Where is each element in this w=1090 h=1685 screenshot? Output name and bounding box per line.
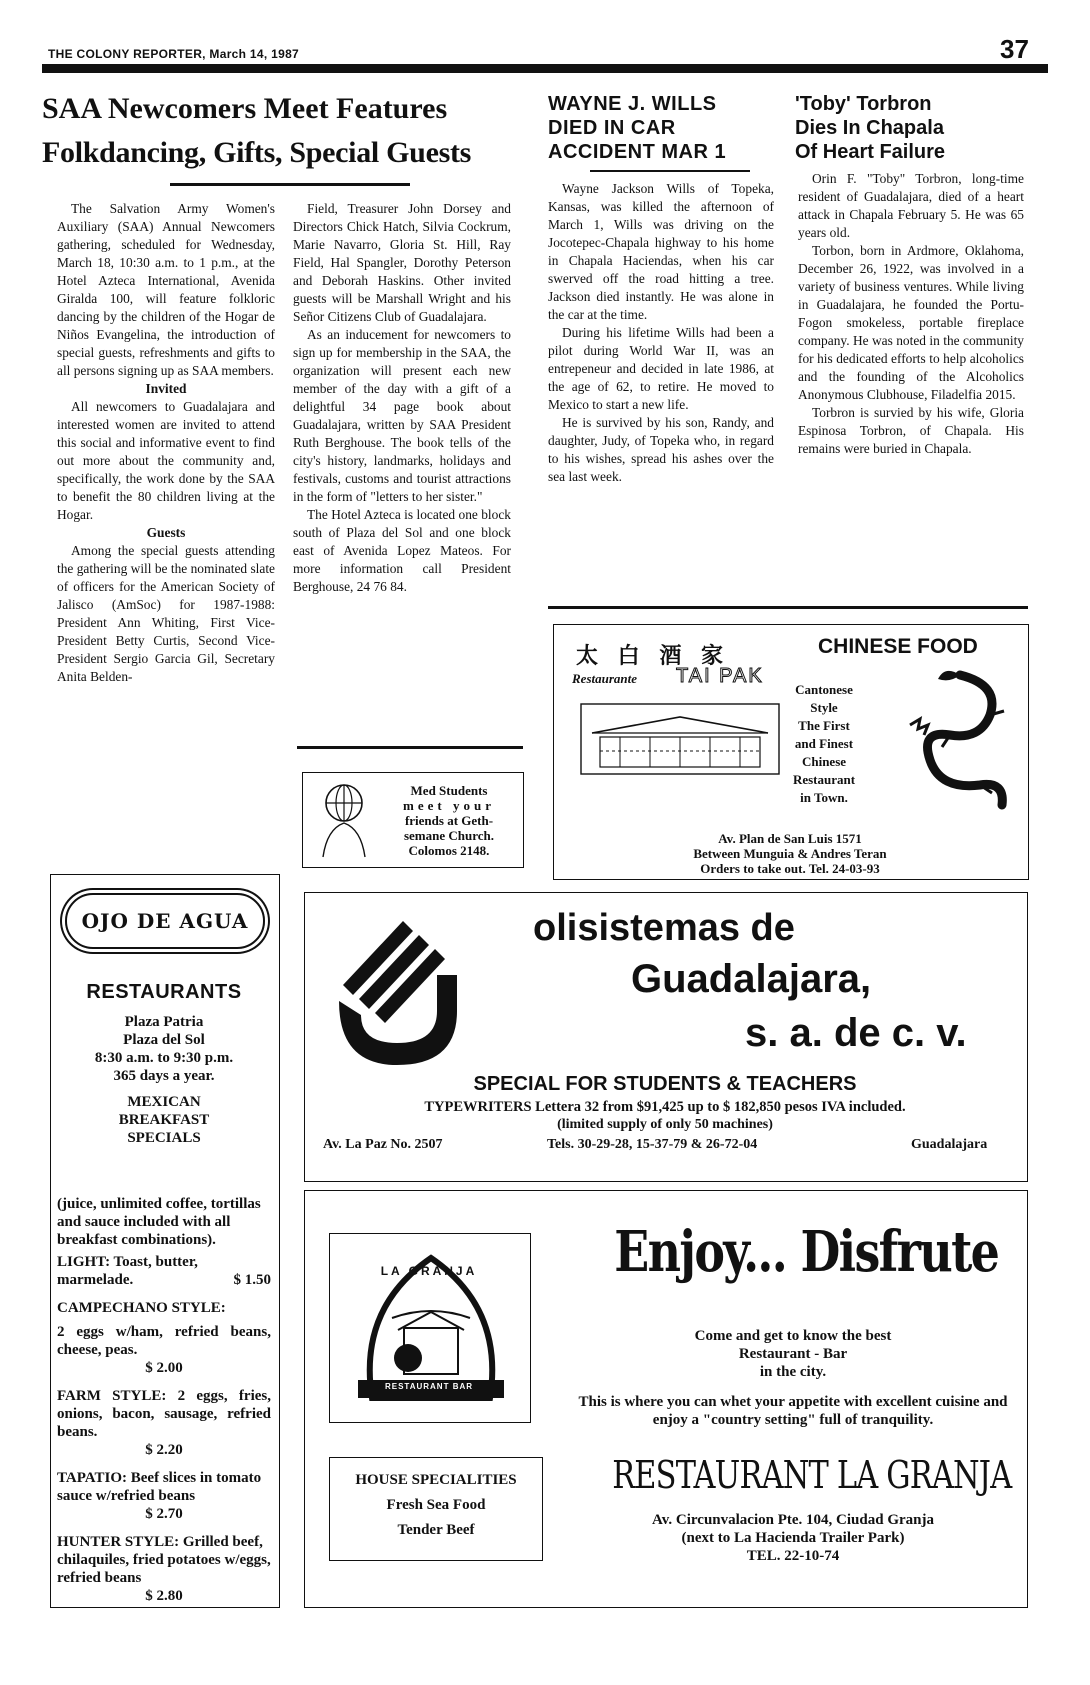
- masthead-rule: [42, 64, 1048, 73]
- la-granja-ad: [304, 1190, 1028, 1608]
- torbron-head-3: Of Heart Failure: [795, 141, 946, 163]
- tag-3: The First: [798, 718, 850, 733]
- saa-headline-2: Folkdancing, Gifts, Special Guests: [42, 136, 472, 169]
- olisistemas-line-2: Guadalajara,: [631, 957, 872, 1001]
- dragon-illustration: [890, 665, 1020, 815]
- chinese-characters: 太 白 酒 家: [576, 644, 729, 669]
- ojo-tapatio-price: $ 2.70: [145, 1506, 183, 1522]
- olisistemas-limited: (limited supply of only 50 machines): [557, 1117, 773, 1132]
- granja-intro: [575, 1327, 1011, 1381]
- ojo-hours: 8:30 a.m. to 9:30 p.m.: [94, 1050, 234, 1066]
- granja-tel: TEL. 22-10-74: [746, 1548, 840, 1564]
- wills-head-1: WAYNE J. WILLS: [548, 93, 717, 115]
- saa-column-2: [293, 200, 511, 740]
- wills-para-3: He is survived by his son, Randy, and daughter, Judy, of Topeka who, in regard to his wishes, spread his ashes over the sea last week.: [548, 415, 774, 484]
- ojo-tapatio: TAPATIO: Beef slices in tomato sauce w/refried beans: [57, 1470, 262, 1504]
- page-number: 37: [1000, 34, 1029, 64]
- ojo-logo: [65, 893, 265, 949]
- tag-6: Restaurant: [792, 772, 856, 787]
- ojo-info: [51, 1013, 277, 1147]
- med-students-text: [381, 783, 517, 858]
- saa-col2-para-2: As an inducement for newcomers to sign up for membership in the SAA, the organization will present each new member of the day with a gift of a delightful 34 page book about Guadalajara, written by SAA President Ruth Berghouse. The book tells of the city's history, landmarks, holidays and festivals, customs and tourist attractions in the form of "letters to her sister.": [293, 327, 511, 504]
- ojo-campechano-title: CAMPECHANO STYLE:: [57, 1300, 226, 1316]
- house-dish-1: Fresh Sea Food: [386, 1497, 486, 1513]
- wills-para-1: Wayne Jackson Wills of Topeka, Kansas, was killed the afternoon of March 1, Wills was driving on the Jocotepec-Chapala highway to his home in Chapala Haciendas, when his car swerved off the road hitting a tree. Jackson died instantly. He was alone in the car at the time.: [548, 181, 774, 322]
- house-dish-2: Tender Beef: [397, 1522, 475, 1538]
- tag-7: in Town.: [800, 790, 848, 805]
- wills-body: [548, 180, 774, 600]
- med-line-2: meet your: [403, 798, 495, 813]
- ojo-de-agua-ad: [50, 874, 280, 1608]
- house-specialities-title: HOUSE SPECIALITIES: [355, 1472, 517, 1488]
- olisistemas-typewriters: TYPEWRITERS Lettera 32 from $91,425 up to $ 182,850 pesos IVA included.: [424, 1099, 906, 1115]
- tai-pak-logo: TAI PAK: [676, 665, 764, 687]
- granja-intro-1: Come and get to know the best: [694, 1328, 892, 1344]
- granja-addr-2: (next to La Hacienda Trailer Park): [681, 1530, 905, 1546]
- chinese-food-title: CHINESE FOOD: [818, 635, 978, 658]
- ojo-specials-1: MEXICAN: [127, 1094, 201, 1110]
- olisistemas-ad: [304, 892, 1028, 1182]
- olisistemas-tels: Tels. 30-29-28, 15-37-79 & 26-72-04: [547, 1137, 758, 1152]
- saa-subhead-guests: Guests: [146, 525, 186, 540]
- olisistemas-city: Guadalajara: [911, 1137, 988, 1152]
- la-granja-logo-frame: [329, 1233, 531, 1423]
- olisistemas-line-1: olisistemas de: [533, 907, 795, 949]
- tag-4: and Finest: [794, 736, 854, 751]
- torbron-headline: [795, 92, 945, 164]
- torbron-head-2: Dies In Chapala: [795, 117, 944, 139]
- ojo-days: 365 days a year.: [113, 1068, 215, 1084]
- saa-col1-para-1: The Salvation Army Women's Auxiliary (SAA) Annual Newcomers gathering, scheduled for Wednesday, March 18, 10:30 a.m. to 1 p.m., at the Hotel Azteca International, Avenida Giralda 100, will feature folkloric dancing by the children of the Hogar de Niños Evangelina, the introduction of special guests, refreshments and gifts to all persons signing up as SAA members.: [57, 201, 275, 378]
- torbron-para-1: Orin F. "Toby" Torbron, long-time resident of Guadalajara, died of a heart attack in Chapala February 5. He was 65 years old.: [798, 171, 1024, 240]
- wills-headline: [548, 92, 726, 164]
- saa-col2-para-1: Field, Treasurer John Dorsey and Directors Chick Hatch, Silvia Cockrum, Marie Navarro, Gloria St. Hill, Ray Field, Hal Spangler, Dorothy Peterson and Deborah Haskins. Other invited guests will be Marshall Wright and his Señor Citizens Club of Guadalajara.: [293, 201, 511, 324]
- granja-intro-3: in the city.: [759, 1364, 827, 1380]
- tag-1: Cantonese: [795, 682, 853, 697]
- chinese-tagline: [764, 681, 884, 807]
- granja-addr-1: Av. Circunvalacion Pte. 104, Ciudad Granja: [652, 1512, 934, 1528]
- chinese-address: [554, 831, 1026, 876]
- wills-head-3: ACCIDENT MAR 1: [548, 141, 727, 163]
- med-line-5: Colomos 2148.: [408, 843, 490, 858]
- saa-col1-para-2: All newcomers to Guadalajara and interested women are invited to attend this social and informative event to find out more about the community and, specifically, the work done by the SAA to benefit the 80 children living at the Hogar.: [57, 399, 275, 522]
- ojo-restaurants: RESTAURANTS: [86, 981, 242, 1003]
- ojo-farm-price: $ 2.20: [145, 1442, 183, 1458]
- ojo-logo-text: OJO DE AGUA: [81, 909, 249, 933]
- granja-pitch: This is where you can whet your appetite with excellent cuisine and enjoy a "country setting" full of tranquility.: [578, 1394, 1008, 1428]
- saa-col2-para-3: The Hotel Azteca is located one block south of Plaza del Sol and one block east of Avenida Lopez Mateos. For more information call President Berghouse, 24 76 84.: [293, 507, 511, 594]
- med-line-1: Med Students: [410, 783, 488, 798]
- olisistemas-logo: [333, 915, 461, 1067]
- granja-intro-2: Restaurant - Bar: [738, 1346, 848, 1362]
- ojo-hunter: HUNTER STYLE: Grilled beef, chilaquiles, fried potatoes w/eggs, refried beans: [57, 1534, 271, 1586]
- saa-column-2-rule: [297, 746, 523, 749]
- ojo-campechano-price: $ 2.00: [145, 1360, 183, 1376]
- ojo-light-text: LIGHT: Toast, butter, marmelade.: [57, 1254, 198, 1288]
- granja-address: [575, 1511, 1011, 1565]
- masthead-title: THE COLONY REPORTER, March 14, 1987: [48, 47, 300, 61]
- restaurant-building-drawing: [580, 703, 780, 775]
- ojo-hunter-price: $ 2.80: [145, 1588, 183, 1604]
- chinese-addr-1: Av. Plan de San Luis 1571: [718, 831, 862, 846]
- ojo-light: [57, 1253, 271, 1289]
- saa-col1-para-3: Among the special guests attending the gathering will be the nominated slate of officers for the American Society of Jalisco (AmSoc) for 1987-1988: President Ann Whiting, First Vice-President Betty Curtis, Second Vice-President Sergio Garcia Gil, Secretary Anita Belden-: [57, 543, 275, 684]
- ojo-included: (juice, unlimited coffee, tortillas and sauce included with all breakfast combinations).: [57, 1196, 261, 1248]
- ojo-farm: FARM STYLE: 2 eggs, fries, onions, bacon, sausage, refried beans.: [57, 1388, 271, 1440]
- saa-headline-1: SAA Newcomers Meet Features: [42, 92, 448, 125]
- chinese-addr-3: Orders to take out. Tel. 24-03-93: [700, 861, 880, 876]
- la-granja-logo-top: LA GRANJA: [380, 1264, 478, 1278]
- globe-cross-icon: [317, 781, 371, 861]
- olisistemas-address: Av. La Paz No. 2507: [323, 1137, 443, 1152]
- med-line-3: friends at Geth-: [404, 813, 494, 828]
- saa-column-1: [57, 200, 275, 850]
- tag-2: Style: [810, 700, 838, 715]
- wills-para-2: During his lifetime Wills had been a pilot during World War II, was an entrepeneur and decided in late 1986, at the age of 62, to retire. He moved to Mexico to start a new life.: [548, 325, 774, 412]
- chinese-addr-2: Between Munguia & Andres Teran: [693, 846, 887, 861]
- wills-headline-rule: [590, 170, 750, 172]
- torbron-para-2: Torbon, born in Ardmore, Oklahoma, December 26, 1922, was involved in a variety of business ventures. While living in Guadalajara, he founded the Portu-Fogon smokeless, portable fireplace company. He was noted in the community for his dedicated efforts to help alcoholics and the founding of the Alcoholics Anonymous Clubhouse, Filadelfia 2015.: [798, 243, 1024, 402]
- ojo-loc-2: Plaza del Sol: [123, 1032, 205, 1048]
- saa-subhead-invited: Invited: [145, 381, 187, 396]
- ojo-specials-2: BREAKFAST: [118, 1112, 210, 1128]
- olisistemas-special: SPECIAL FOR STUDENTS & TEACHERS: [473, 1073, 857, 1095]
- wills-head-2: DIED IN CAR: [548, 117, 676, 139]
- torbron-body: [798, 170, 1024, 600]
- chinese-script: Restaurante: [572, 671, 638, 686]
- ojo-menu: [57, 1195, 271, 1605]
- ojo-loc-1: Plaza Patria: [124, 1014, 204, 1030]
- med-line-4: semane Church.: [403, 828, 495, 843]
- enjoy-headline: Enjoy... Disfrute: [614, 1219, 999, 1285]
- olisistemas-line-3: s. a. de c. v.: [745, 1011, 967, 1055]
- torbron-para-3: Torbron is survied by his wife, Gloria Espinosa Torbron, of Chapala. His remains were buried in Chapala.: [798, 405, 1024, 456]
- la-granja-logo-banner: RESTAURANT BAR: [384, 1382, 474, 1391]
- chinese-food-ad: [553, 624, 1029, 880]
- tag-5: Chinese: [801, 754, 847, 769]
- saa-headline-rule: [170, 183, 410, 186]
- ojo-campechano-desc: 2 eggs w/ham, refried beans, cheese, peas.: [57, 1324, 271, 1358]
- ojo-specials-3: SPECIALS: [127, 1130, 201, 1146]
- torbron-head-1: 'Toby' Torbron: [795, 93, 932, 115]
- granja-name: RESTAURANT LA GRANJA: [612, 1453, 1012, 1497]
- obituary-rule: [548, 606, 1028, 609]
- ojo-light-price: $ 1.50: [233, 1272, 271, 1288]
- med-students-ad: [302, 772, 524, 868]
- house-specialities-box: [329, 1457, 543, 1561]
